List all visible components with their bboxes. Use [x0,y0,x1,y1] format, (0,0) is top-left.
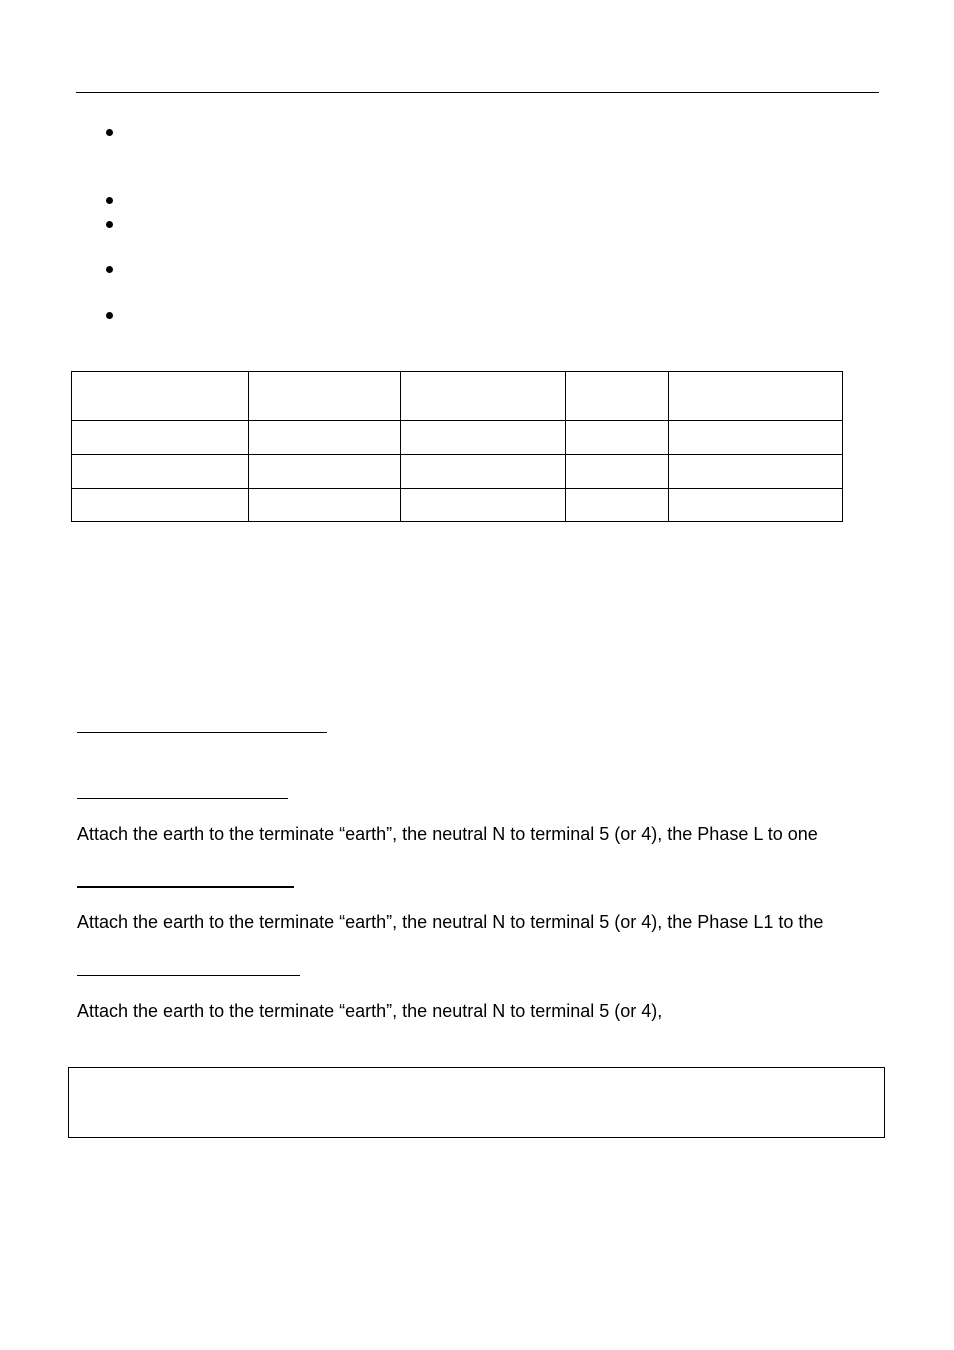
table-cell [249,489,401,522]
table-cell [72,421,249,455]
table-cell [249,421,401,455]
table-cell [401,455,566,489]
header-rule [76,92,879,93]
two-phase-paragraph: Attach the earth to the terminate “earth”, the neutral N to terminal 5 (or 4), the Phase L1 to the [77,912,824,932]
table-cell [401,421,566,455]
table-cell [72,489,249,522]
spec-table [71,371,843,522]
table-cell [566,421,669,455]
section-heading-underline [77,886,294,888]
section-heading-underline [77,798,288,799]
table-cell [72,372,249,421]
bullet-point [106,221,113,228]
table-row [72,455,843,489]
table-cell [669,489,843,522]
table-cell [669,455,843,489]
section-heading-underline [77,732,327,733]
table-cell [566,372,669,421]
table-cell [401,489,566,522]
bullet-point [106,129,113,136]
bullet-point [106,312,113,319]
table-cell [249,372,401,421]
note-box [68,1067,885,1138]
table-cell [566,489,669,522]
table-cell [566,455,669,489]
section-heading-underline [77,975,300,976]
table-cell [669,421,843,455]
table-header-row [72,372,843,421]
table-cell [401,372,566,421]
table-cell [249,455,401,489]
note-box-divider [68,1113,69,1137]
three-phase-paragraph: Attach the earth to the terminate “earth”, the neutral N to terminal 5 (or 4), [77,1001,663,1021]
single-phase-paragraph: Attach the earth to the terminate “earth”, the neutral N to terminal 5 (or 4), the Phase L to one [77,824,818,844]
table-row [72,489,843,522]
table-cell [72,455,249,489]
bullet-point [106,266,113,273]
table-cell [669,372,843,421]
bullet-point [106,197,113,204]
table-row [72,421,843,455]
